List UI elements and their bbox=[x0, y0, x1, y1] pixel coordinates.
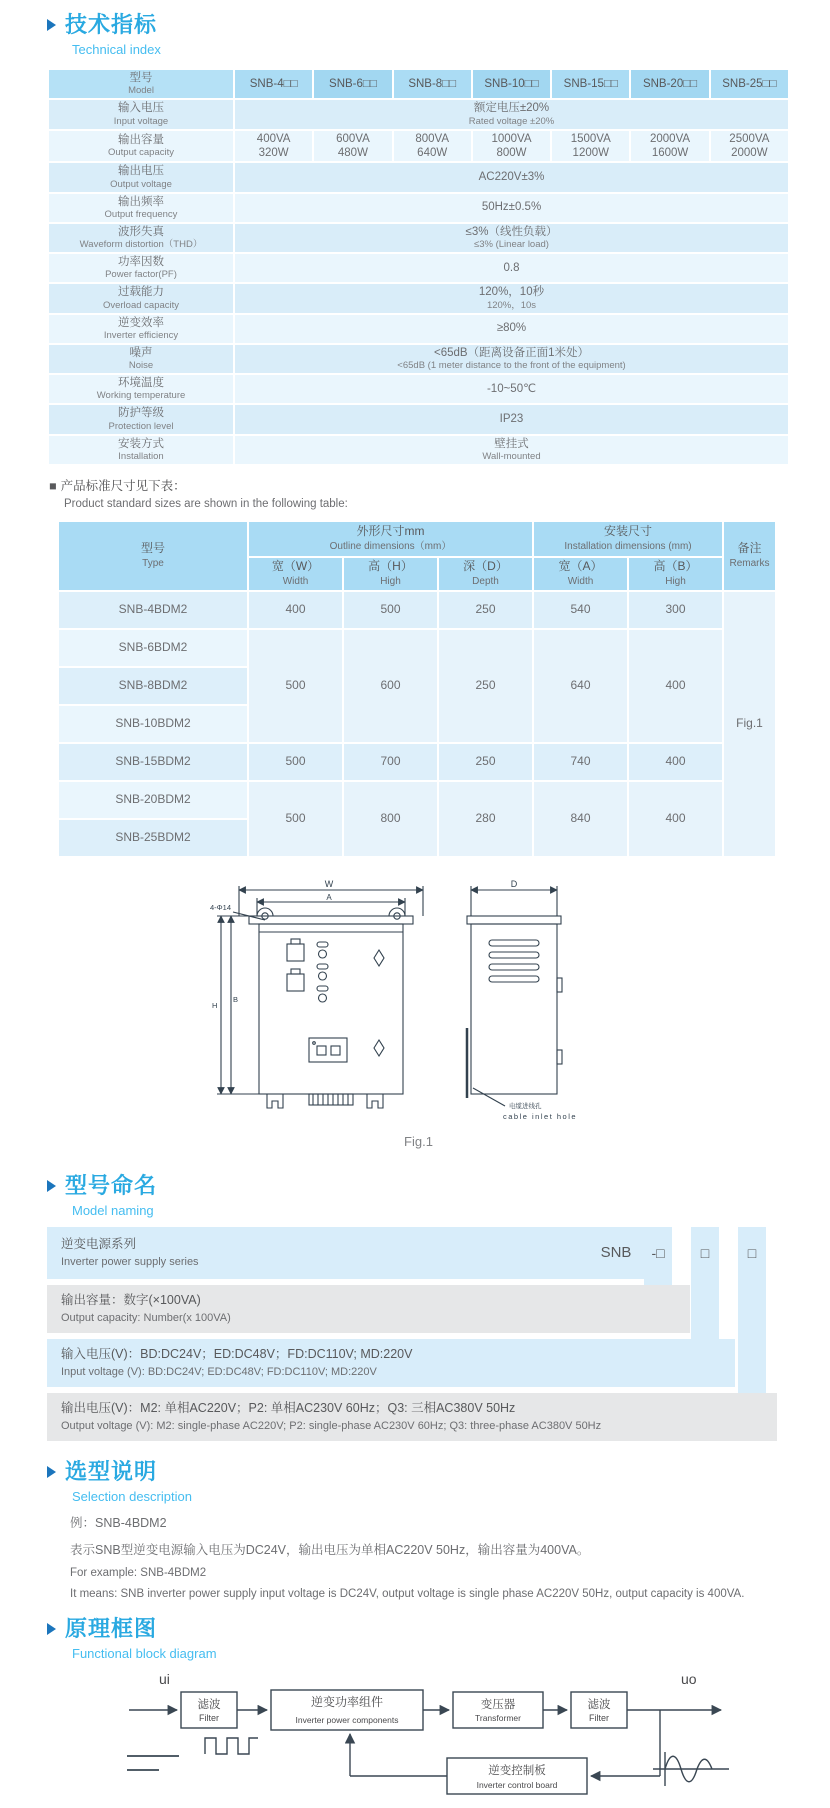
section-selection bbox=[47, 1458, 790, 1504]
row-label-en: Input voltage bbox=[113, 115, 169, 127]
model-label-en: Model bbox=[128, 85, 154, 97]
spec-row-value: ≤3%（线性负载） ≤3% (Linear load) bbox=[234, 223, 789, 253]
dim-cell: 400 bbox=[248, 591, 343, 629]
row-label-cn: 输出容量 bbox=[118, 133, 164, 146]
section-title-en: Model naming bbox=[72, 1202, 154, 1218]
control-board-label-en: Inverter control board bbox=[476, 1779, 558, 1790]
capacity-cell: 800VA 640W bbox=[393, 130, 472, 163]
note-en-text: Product standard sizes are shown in the following table: bbox=[64, 497, 348, 510]
naming-row-capacity: 输出容量：数字(×100VA) Output capacity: Number(x 100VA) bbox=[47, 1285, 690, 1333]
spec-row-input-voltage bbox=[48, 99, 789, 129]
dim-b-label: B bbox=[232, 994, 238, 1004]
dim-w-label: W bbox=[324, 878, 333, 889]
size-col-header: 宽（W） Width bbox=[248, 557, 343, 591]
size-col-header: 高（B） High bbox=[628, 557, 723, 591]
technical-spec-table bbox=[47, 68, 790, 466]
selection-example-en: For example: SNB-4BDM2 bbox=[70, 1566, 207, 1579]
size-table bbox=[57, 520, 777, 858]
spec-row-label: 安装方式 Installation bbox=[48, 435, 234, 465]
row-label-cn: 输入电压 bbox=[118, 102, 164, 115]
size-row bbox=[58, 629, 776, 667]
size-type-header: 型号 Type bbox=[58, 521, 248, 591]
model-code-box: □ bbox=[700, 1244, 710, 1261]
spec-row-label: 防护等级 Protection level bbox=[48, 404, 234, 434]
section-naming bbox=[47, 1172, 790, 1218]
size-row bbox=[58, 591, 776, 629]
spec-header-row bbox=[48, 69, 789, 99]
type-cell: SNB-8BDM2 bbox=[58, 667, 248, 705]
type-cell: SNB-6BDM2 bbox=[58, 629, 248, 667]
spec-row-value: 120%，10秒 120%，10s bbox=[234, 283, 789, 313]
dim-cell: 250 bbox=[438, 591, 533, 629]
size-col-header: 深（D） Depth bbox=[438, 557, 533, 591]
spec-row-power-factor bbox=[48, 253, 789, 283]
dim-cell: 600 bbox=[343, 629, 438, 743]
spec-row-output-frequency bbox=[48, 193, 789, 223]
dim-cell: 500 bbox=[248, 743, 343, 781]
size-row bbox=[58, 743, 776, 781]
row-label-en: Output capacity bbox=[107, 147, 174, 159]
spec-row-protection-level bbox=[48, 404, 789, 434]
spec-row-value: IP23 bbox=[234, 404, 789, 434]
spec-row-label bbox=[48, 130, 234, 163]
size-header-row bbox=[58, 521, 776, 557]
capacity-cell: 400VA 320W bbox=[234, 130, 313, 163]
spec-model-cell: SNB-4□□ bbox=[234, 69, 313, 99]
remarks-cell: Fig.1 bbox=[723, 591, 776, 857]
spec-row-label: 输出频率 Output frequency bbox=[48, 193, 234, 223]
cable-inlet-label-cn: 电缆进线孔 bbox=[508, 1102, 541, 1110]
spec-row-label: 噪声 Noise bbox=[48, 344, 234, 374]
size-col-header: 宽（A） Width bbox=[533, 557, 628, 591]
size-note bbox=[49, 476, 790, 510]
type-cell: SNB-25BDM2 bbox=[58, 819, 248, 857]
spec-row-label bbox=[48, 99, 234, 129]
section-arrow-icon bbox=[47, 1180, 56, 1192]
spec-model-cell: SNB-10□□ bbox=[472, 69, 551, 99]
spec-row-value: <65dB（距离设备正面1米处） <65dB (1 meter distance to the front of the equipment) bbox=[234, 344, 789, 374]
model-code-box: □ bbox=[747, 1244, 757, 1261]
size-remarks-header: 备注 Remarks bbox=[723, 521, 776, 591]
transformer-label-en: Transformer bbox=[475, 1712, 521, 1723]
capacity-cell: 2000VA 1600W bbox=[630, 130, 709, 163]
dim-cell: 300 bbox=[628, 591, 723, 629]
spec-row-waveform-distortion bbox=[48, 223, 789, 253]
functional-block-diagram bbox=[113, 1668, 733, 1808]
selection-meaning-en: It means: SNB inverter power supply input voltage is DC24V, output voltage is single phase AC220V 50Hz, output capacity is 400VA. bbox=[70, 1587, 745, 1600]
spec-model-label-cell bbox=[48, 69, 234, 99]
section-arrow-icon bbox=[47, 1466, 56, 1478]
transformer-label-cn: 变压器 bbox=[480, 1698, 516, 1711]
capacity-cell: 1500VA 1200W bbox=[551, 130, 630, 163]
spec-row-value: -10~50℃ bbox=[234, 374, 789, 404]
row-value-en: Rated voltage ±20% bbox=[468, 115, 555, 127]
spec-row-value: AC220V±3% bbox=[234, 162, 789, 192]
dim-cell: 500 bbox=[343, 591, 438, 629]
size-install-header: 安装尺寸 Installation dimensions (mm) bbox=[533, 521, 723, 557]
type-cell: SNB-15BDM2 bbox=[58, 743, 248, 781]
section-technical bbox=[47, 14, 790, 56]
dim-h-label: H bbox=[211, 1000, 217, 1010]
spec-row-label: 输出电压 Output voltage bbox=[48, 162, 234, 192]
square-bullet-icon: ■ bbox=[49, 478, 57, 493]
dim-cell: 400 bbox=[628, 743, 723, 781]
capacity-cell: 600VA 480W bbox=[313, 130, 392, 163]
front-view bbox=[217, 886, 423, 1108]
spec-row-output-voltage bbox=[48, 162, 789, 192]
type-cell: SNB-20BDM2 bbox=[58, 781, 248, 819]
section-title-en: Selection description bbox=[72, 1488, 192, 1504]
filter2-label-en: Filter bbox=[589, 1712, 609, 1723]
dimension-drawing bbox=[209, 878, 629, 1130]
dim-cell: 500 bbox=[248, 781, 343, 857]
size-row bbox=[58, 781, 776, 819]
spec-row-value: 0.8 bbox=[234, 253, 789, 283]
spec-row-value: ≥80% bbox=[234, 314, 789, 344]
selection-description-text bbox=[70, 1513, 790, 1600]
spec-model-cell: SNB-15□□ bbox=[551, 69, 630, 99]
input-signal-label: ui bbox=[159, 1670, 170, 1687]
size-outline-header: 外形尺寸mm Outline dimensions（mm） bbox=[248, 521, 533, 557]
capacity-cell: 1000VA 800W bbox=[472, 130, 551, 163]
cable-inlet-label-en: cable inlet hole bbox=[502, 1111, 577, 1121]
power-components-label-cn: 逆变功率组件 bbox=[310, 1694, 384, 1709]
model-label-cn: 型号 bbox=[129, 72, 153, 84]
section-title-cn: 型号命名 bbox=[65, 1172, 158, 1198]
dim-cell: 400 bbox=[628, 781, 723, 857]
type-cell: SNB-10BDM2 bbox=[58, 705, 248, 743]
naming-row-output-voltage: 输出电压(V)：M2: 单相AC220V；P2: 单相AC230V 60Hz；Q3: 三相AC380V 50Hz Output voltage (V): M2: single-phase AC220V; P2: single-phase AC230V 60Hz; Q3: three-phase AC380V 50Hz bbox=[47, 1393, 777, 1441]
section-arrow-icon bbox=[47, 19, 56, 31]
model-code-box: -□ bbox=[651, 1244, 665, 1261]
spec-model-cell: SNB-8□□ bbox=[393, 69, 472, 99]
section-title-en: Functional block diagram bbox=[72, 1645, 217, 1661]
spec-row-output-capacity bbox=[48, 130, 789, 163]
spec-row-overload-capacity bbox=[48, 283, 789, 313]
type-cell: SNB-4BDM2 bbox=[58, 591, 248, 629]
filter1-label-en: Filter bbox=[199, 1712, 219, 1723]
size-col-header: 高（H） High bbox=[343, 557, 438, 591]
dim-cell: 540 bbox=[533, 591, 628, 629]
model-naming-diagram bbox=[47, 1227, 792, 1441]
spec-row-label: 逆变效率 Inverter efficiency bbox=[48, 314, 234, 344]
dim-cell: 840 bbox=[533, 781, 628, 857]
naming-row-input-voltage: 输入电压(V)：BD:DC24V；ED:DC48V；FD:DC110V; MD:220V Input voltage (V): BD:DC24V; ED:DC48V; FD:DC110V; MD:220V bbox=[47, 1339, 735, 1387]
section-title-cn: 原理框图 bbox=[65, 1615, 158, 1641]
dim-cell: 800 bbox=[343, 781, 438, 857]
selection-example-cn: 例：SNB-4BDM2 bbox=[70, 1515, 167, 1530]
dim-cell: 740 bbox=[533, 743, 628, 781]
dim-cell: 640 bbox=[533, 629, 628, 743]
section-title-cn: 技术指标 bbox=[65, 12, 158, 37]
spec-row-value: 50Hz±0.5% bbox=[234, 193, 789, 223]
spec-row-working-temperature bbox=[48, 374, 789, 404]
spec-row-value bbox=[234, 99, 789, 129]
dim-a-label: A bbox=[325, 892, 332, 902]
side-view bbox=[467, 886, 562, 1106]
diagram-labels bbox=[159, 1671, 697, 1790]
section-title-cn: 选型说明 bbox=[65, 1458, 158, 1484]
spec-row-inverter-efficiency bbox=[48, 314, 789, 344]
dim-cell: 500 bbox=[248, 629, 343, 743]
figure-caption: Fig.1 bbox=[404, 1133, 433, 1149]
dim-cell: 400 bbox=[628, 629, 723, 743]
naming-row-series: 逆变电源系列 Inverter power supply series bbox=[47, 1227, 645, 1279]
section-arrow-icon bbox=[47, 1623, 56, 1635]
filter2-label-cn: 滤波 bbox=[587, 1698, 611, 1711]
selection-meaning-cn: 表示SNB型逆变电源输入电压为DC24V，输出电压为单相AC220V 50Hz，输出容量为400VA。 bbox=[70, 1542, 590, 1557]
spec-row-label: 功率因数 Power factor(PF) bbox=[48, 253, 234, 283]
spec-row-value: 壁挂式 Wall-mounted bbox=[234, 435, 789, 465]
note-cn-text: 产品标准尺寸见下表： bbox=[60, 478, 186, 493]
dim-d-label: D bbox=[510, 878, 517, 889]
filter1-label-cn: 滤波 bbox=[197, 1698, 221, 1711]
spec-model-cell: SNB-25□□ bbox=[710, 69, 789, 99]
spec-row-installation bbox=[48, 435, 789, 465]
dim-cell: 280 bbox=[438, 781, 533, 857]
spec-model-cell: SNB-20□□ bbox=[630, 69, 709, 99]
power-components-label-en: Inverter power components bbox=[295, 1714, 399, 1725]
spec-model-cell: SNB-6□□ bbox=[313, 69, 392, 99]
dim-cell: 700 bbox=[343, 743, 438, 781]
mount-holes-label: 4-Φ14 bbox=[209, 902, 231, 912]
output-signal-label: uo bbox=[681, 1670, 697, 1687]
spec-row-noise bbox=[48, 344, 789, 374]
spec-row-label: 环境温度 Working temperature bbox=[48, 374, 234, 404]
spec-row-label: 波形失真 Waveform distortion（THD） bbox=[48, 223, 234, 253]
section-diagram bbox=[47, 1615, 790, 1661]
dim-cell: 250 bbox=[438, 629, 533, 743]
control-board-label-cn: 逆变控制板 bbox=[488, 1764, 546, 1777]
model-code-prefix: SNB bbox=[600, 1244, 632, 1262]
row-value-cn: 额定电压±20% bbox=[473, 102, 550, 115]
capacity-cell: 2500VA 2000W bbox=[710, 130, 789, 163]
spec-row-label: 过载能力 Overload capacity bbox=[48, 283, 234, 313]
section-title-en: Technical index bbox=[72, 42, 161, 57]
dim-cell: 250 bbox=[438, 743, 533, 781]
